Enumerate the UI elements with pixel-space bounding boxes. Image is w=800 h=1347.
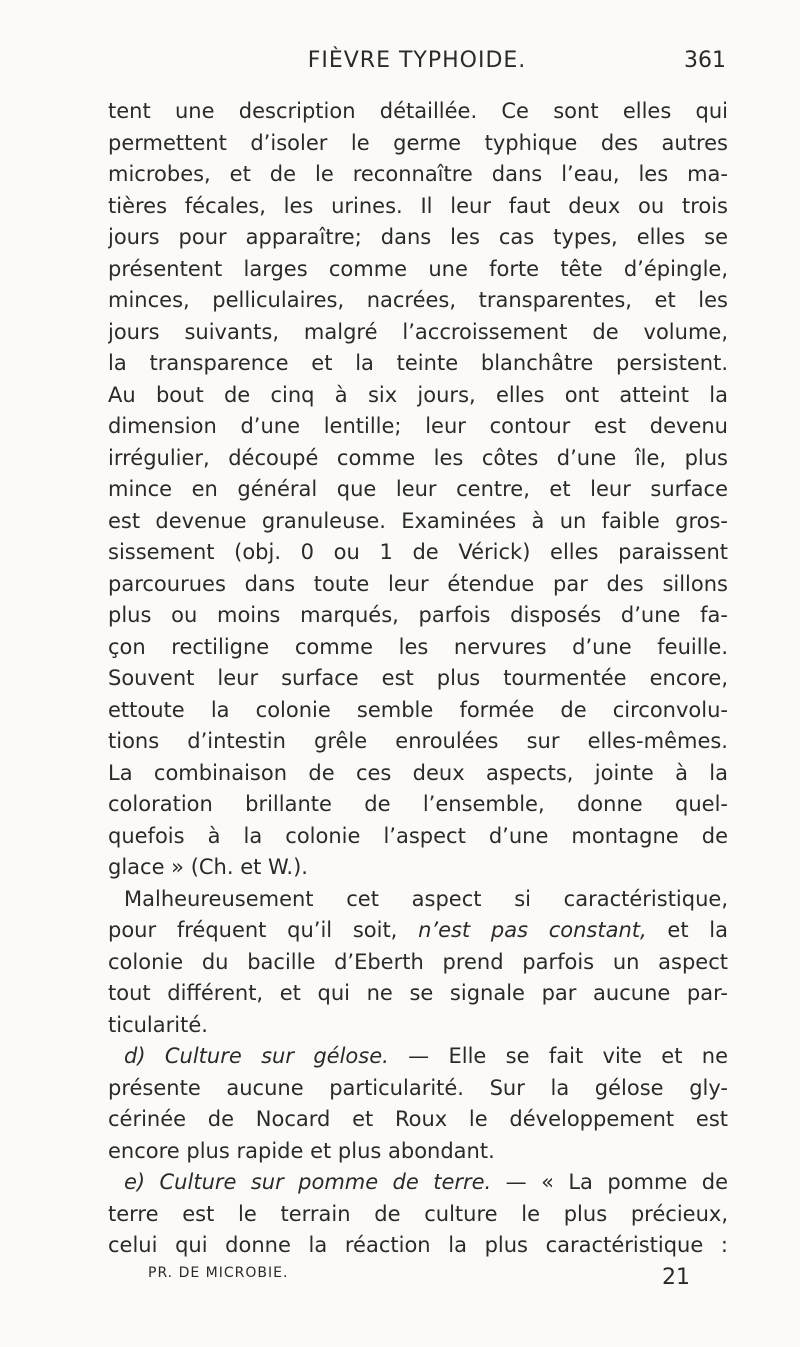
text-line: ticularité. — [108, 1012, 208, 1037]
section-heading-culture-pomme: e) Culture sur pomme de terre. — [124, 1170, 492, 1194]
text-line: est devenue granuleuse. Examinées à un faible gros- — [108, 508, 728, 533]
text-line: Souvent leur surface est plus tourmentée encore, — [108, 666, 728, 690]
text-line: encore plus rapide et plus abondant. — [108, 1138, 495, 1163]
text-span: et la — [667, 918, 728, 942]
text-line: dimension d’une lentille; leur contour est devenu — [108, 414, 728, 438]
text-line: tout différent, et qui ne se signale par aucune par- — [108, 981, 728, 1005]
text-line: tions d’intestin grêle enroulées sur elles-mêmes. — [108, 729, 728, 753]
page-footer — [148, 1265, 708, 1295]
page-number: 361 — [684, 48, 726, 73]
text-line — [108, 1041, 728, 1073]
text-line: sissement (obj. 0 ou 1 de Vérick) elles paraissent — [108, 540, 728, 564]
text-line — [108, 1167, 728, 1199]
text-line: tières fécales, les urines. Il leur faut deux ou trois — [108, 193, 728, 218]
text-line: cérinée de Nocard et Roux le développement est — [108, 1107, 728, 1131]
sheet-number: 21 — [662, 1265, 690, 1290]
text-line: glace » (Ch. et W.). — [108, 855, 308, 879]
text-line: jours suivants, malgré l’accroissement de volume, — [108, 319, 728, 344]
text-line: celui qui donne la réaction la plus caractéristique : — [108, 1233, 728, 1257]
text-span: — « La pomme de — [505, 1170, 728, 1194]
text-line: irrégulier, découpé comme les côtes d’une île, plus — [108, 445, 728, 470]
text-line: Au bout de cinq à six jours, elles ont atteint la — [108, 382, 728, 407]
text-line: présentent larges comme une forte tête d’épingle, — [108, 256, 728, 281]
text-line: terre est le terrain de culture le plus précieux, — [108, 1201, 728, 1226]
section-heading-culture-gelose: d) Culture sur gélose. — [124, 1044, 389, 1068]
text-span: pour fréquent qu’il soit, — [108, 918, 398, 942]
text-line: ettoute la colonie semble formée de circonvolu- — [108, 697, 728, 722]
running-title: FIÈVRE TYPHOIDE. — [307, 48, 527, 73]
text-line: Malheureusement cet aspect si caractéristique, — [124, 886, 728, 911]
text-line: quefois à la colonie l’aspect d’une montagne de — [108, 823, 728, 848]
body-text — [108, 96, 728, 1262]
text-span: — Elle se fait vite et ne — [408, 1044, 728, 1068]
text-line: coloration brillante de l’ensemble, donne quel- — [108, 792, 728, 816]
running-header — [108, 48, 726, 88]
text-line: La combinaison de ces deux aspects, jointe à la — [108, 760, 728, 785]
printer-signature: PR. DE MICROBIE. — [148, 1265, 289, 1281]
text-line: la transparence et la teinte blanchâtre persistent. — [108, 351, 728, 375]
text-line: tent une description détaillée. Ce sont elles qui — [108, 99, 728, 123]
text-line: mince en général que leur centre, et leur surface — [108, 477, 728, 501]
text-line: çon rectiligne comme les nervures d’une feuille. — [108, 634, 728, 659]
text-line — [108, 915, 728, 947]
emphasis: n’est pas constant, — [418, 918, 647, 942]
text-line: plus ou moins marqués, parfois disposés d’une fa- — [108, 603, 728, 627]
text-line: permettent d’isoler le germe typhique des autres — [108, 130, 728, 155]
text-line: colonie du bacille d’Eberth prend parfois un aspect — [108, 949, 728, 974]
text-line: jours pour apparaître; dans les cas types, elles se — [108, 225, 728, 249]
text-line: microbes, et de le reconnaître dans l’eau, les ma- — [108, 162, 728, 186]
text-line: présente aucune particularité. Sur la gélose gly- — [108, 1075, 728, 1100]
text-line: minces, pelliculaires, nacrées, transparentes, et les — [108, 288, 728, 312]
text-line: parcourues dans toute leur étendue par des sillons — [108, 571, 728, 596]
